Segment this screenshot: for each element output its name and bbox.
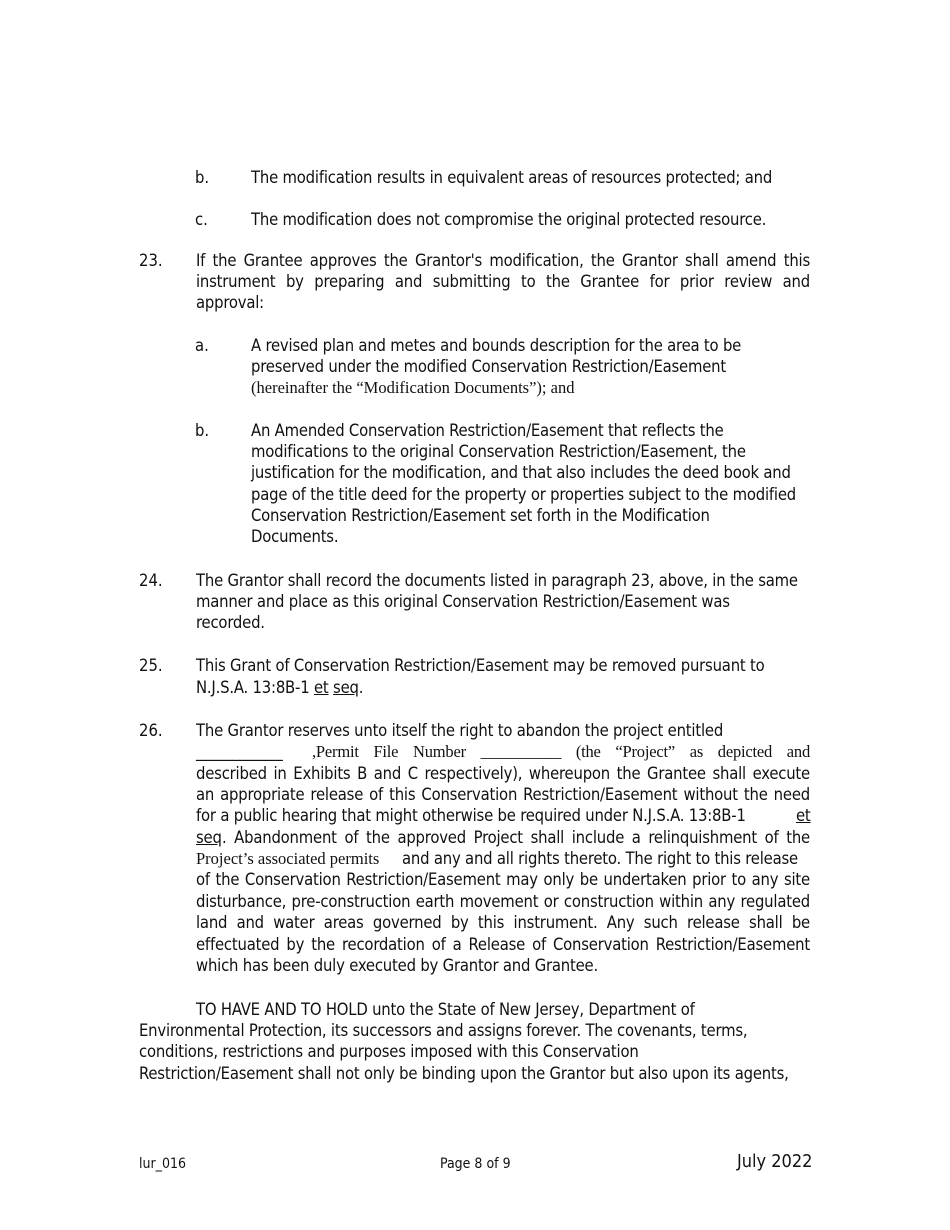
list-marker-b: b. xyxy=(195,168,210,187)
item-a-line: preserved under the modified Conservation Restriction/Easement xyxy=(251,357,727,376)
citation-seq: seq xyxy=(333,678,359,697)
item-b-line: Conservation Restriction/Easement set forth in the Modification xyxy=(251,506,710,525)
footer-page-number: Page 8 of 9 xyxy=(440,1156,511,1172)
list-marker-c: c. xyxy=(195,210,208,229)
paragraph-26-line: ____________ xyxy=(196,742,283,761)
paragraph-26-number: 26. xyxy=(139,721,163,740)
paragraph-26-line: an appropriate release of this Conservation Restriction/Easement without the need xyxy=(196,785,810,804)
footer-doc-id: lur_016 xyxy=(139,1156,186,1172)
paragraph-26-line: effectuated by the recordation of a Release of Conservation Restriction/Easement xyxy=(196,935,810,954)
list-item-c-text: The modification does not compromise the original protected resource. xyxy=(251,210,767,229)
habendum-line: conditions, restrictions and purposes imposed with this Conservation xyxy=(139,1042,639,1061)
item-b-line: page of the title deed for the property or properties subject to the modified xyxy=(251,485,796,504)
paragraph-25-line: This Grant of Conservation Restriction/Easement may be removed pursuant to xyxy=(196,656,765,675)
paragraph-23-line: approval: xyxy=(196,293,264,312)
paragraph-26-line: . Abandonment of the approved Project shall include a relinquishment of the xyxy=(222,828,810,847)
paragraph-26-line: Project’s associated permits xyxy=(196,849,380,868)
item-a-line: (hereinafter the “Modification Documents”); and xyxy=(251,378,575,397)
habendum-line: Environmental Protection, its successors and assigns forever. The covenants, terms, xyxy=(139,1021,748,1040)
list-item-b-text: The modification results in equivalent areas of resources protected; and xyxy=(251,168,773,187)
list-marker-a: a. xyxy=(195,336,209,355)
list-marker-b2: b. xyxy=(195,421,210,440)
paragraph-23-line: If the Grantee approves the Grantor's modification, the Grantor shall amend this xyxy=(196,251,810,270)
paragraph-26-line: disturbance, pre-construction earth movement or construction within any regulated xyxy=(196,892,810,911)
paragraph-26-line: of the Conservation Restriction/Easement may only be undertaken prior to any site xyxy=(196,870,810,889)
paragraph-25-line xyxy=(196,677,363,699)
footer-date: July 2022 xyxy=(737,1151,813,1172)
paragraph-24-line: recorded. xyxy=(196,613,265,632)
item-a-line: A revised plan and metes and bounds description for the area to be xyxy=(251,336,742,355)
paragraph-26-line: The Grantor reserves unto itself the right to abandon the project entitled xyxy=(196,721,724,740)
paragraph-23-line: instrument by preparing and submitting to the Grantee for prior review and xyxy=(196,272,810,291)
citation-period: . xyxy=(358,678,364,697)
paragraph-26-line: for a public hearing that might otherwise be required under N.J.S.A. 13:8B-1 xyxy=(196,806,746,825)
habendum-line: TO HAVE AND TO HOLD unto the State of New Jersey, Department of xyxy=(196,1000,695,1019)
citation-text: N.J.S.A. 13:8B-1 xyxy=(196,678,314,697)
habendum-line: Restriction/Easement shall not only be binding upon the Grantor but also upon its agents, xyxy=(139,1064,789,1083)
item-b-line: An Amended Conservation Restriction/Easement that reflects the xyxy=(251,421,724,440)
item-b-line: modifications to the original Conservation Restriction/Easement, the xyxy=(251,442,746,461)
paragraph-26-line: described in Exhibits B and C respectively), whereupon the Grantee shall execute xyxy=(196,764,810,783)
paragraph-24-line: manner and place as this original Conservation Restriction/Easement was xyxy=(196,592,730,611)
item-b-line: Documents. xyxy=(251,527,339,546)
paragraph-26-line: and any and all rights thereto. The right to this release xyxy=(402,849,798,868)
paragraph-25-number: 25. xyxy=(139,656,163,675)
paragraph-24-number: 24. xyxy=(139,571,163,590)
paragraph-26-line: which has been duly executed by Grantor and Grantee. xyxy=(196,956,599,975)
citation-seq: seq xyxy=(196,828,222,847)
paragraph-23-number: 23. xyxy=(139,251,163,270)
citation-et: et xyxy=(796,806,811,825)
paragraph-26-line: ,Permit File Number __________ (the “Project” as depicted and xyxy=(312,742,810,761)
item-b-line: justification for the modification, and that also includes the deed book and xyxy=(251,463,791,482)
citation-et: et xyxy=(313,678,329,697)
paragraph-24-line: The Grantor shall record the documents listed in paragraph 23, above, in the same xyxy=(196,571,798,590)
paragraph-26-line: land and water areas governed by this instrument. Any such release shall be xyxy=(196,913,810,932)
